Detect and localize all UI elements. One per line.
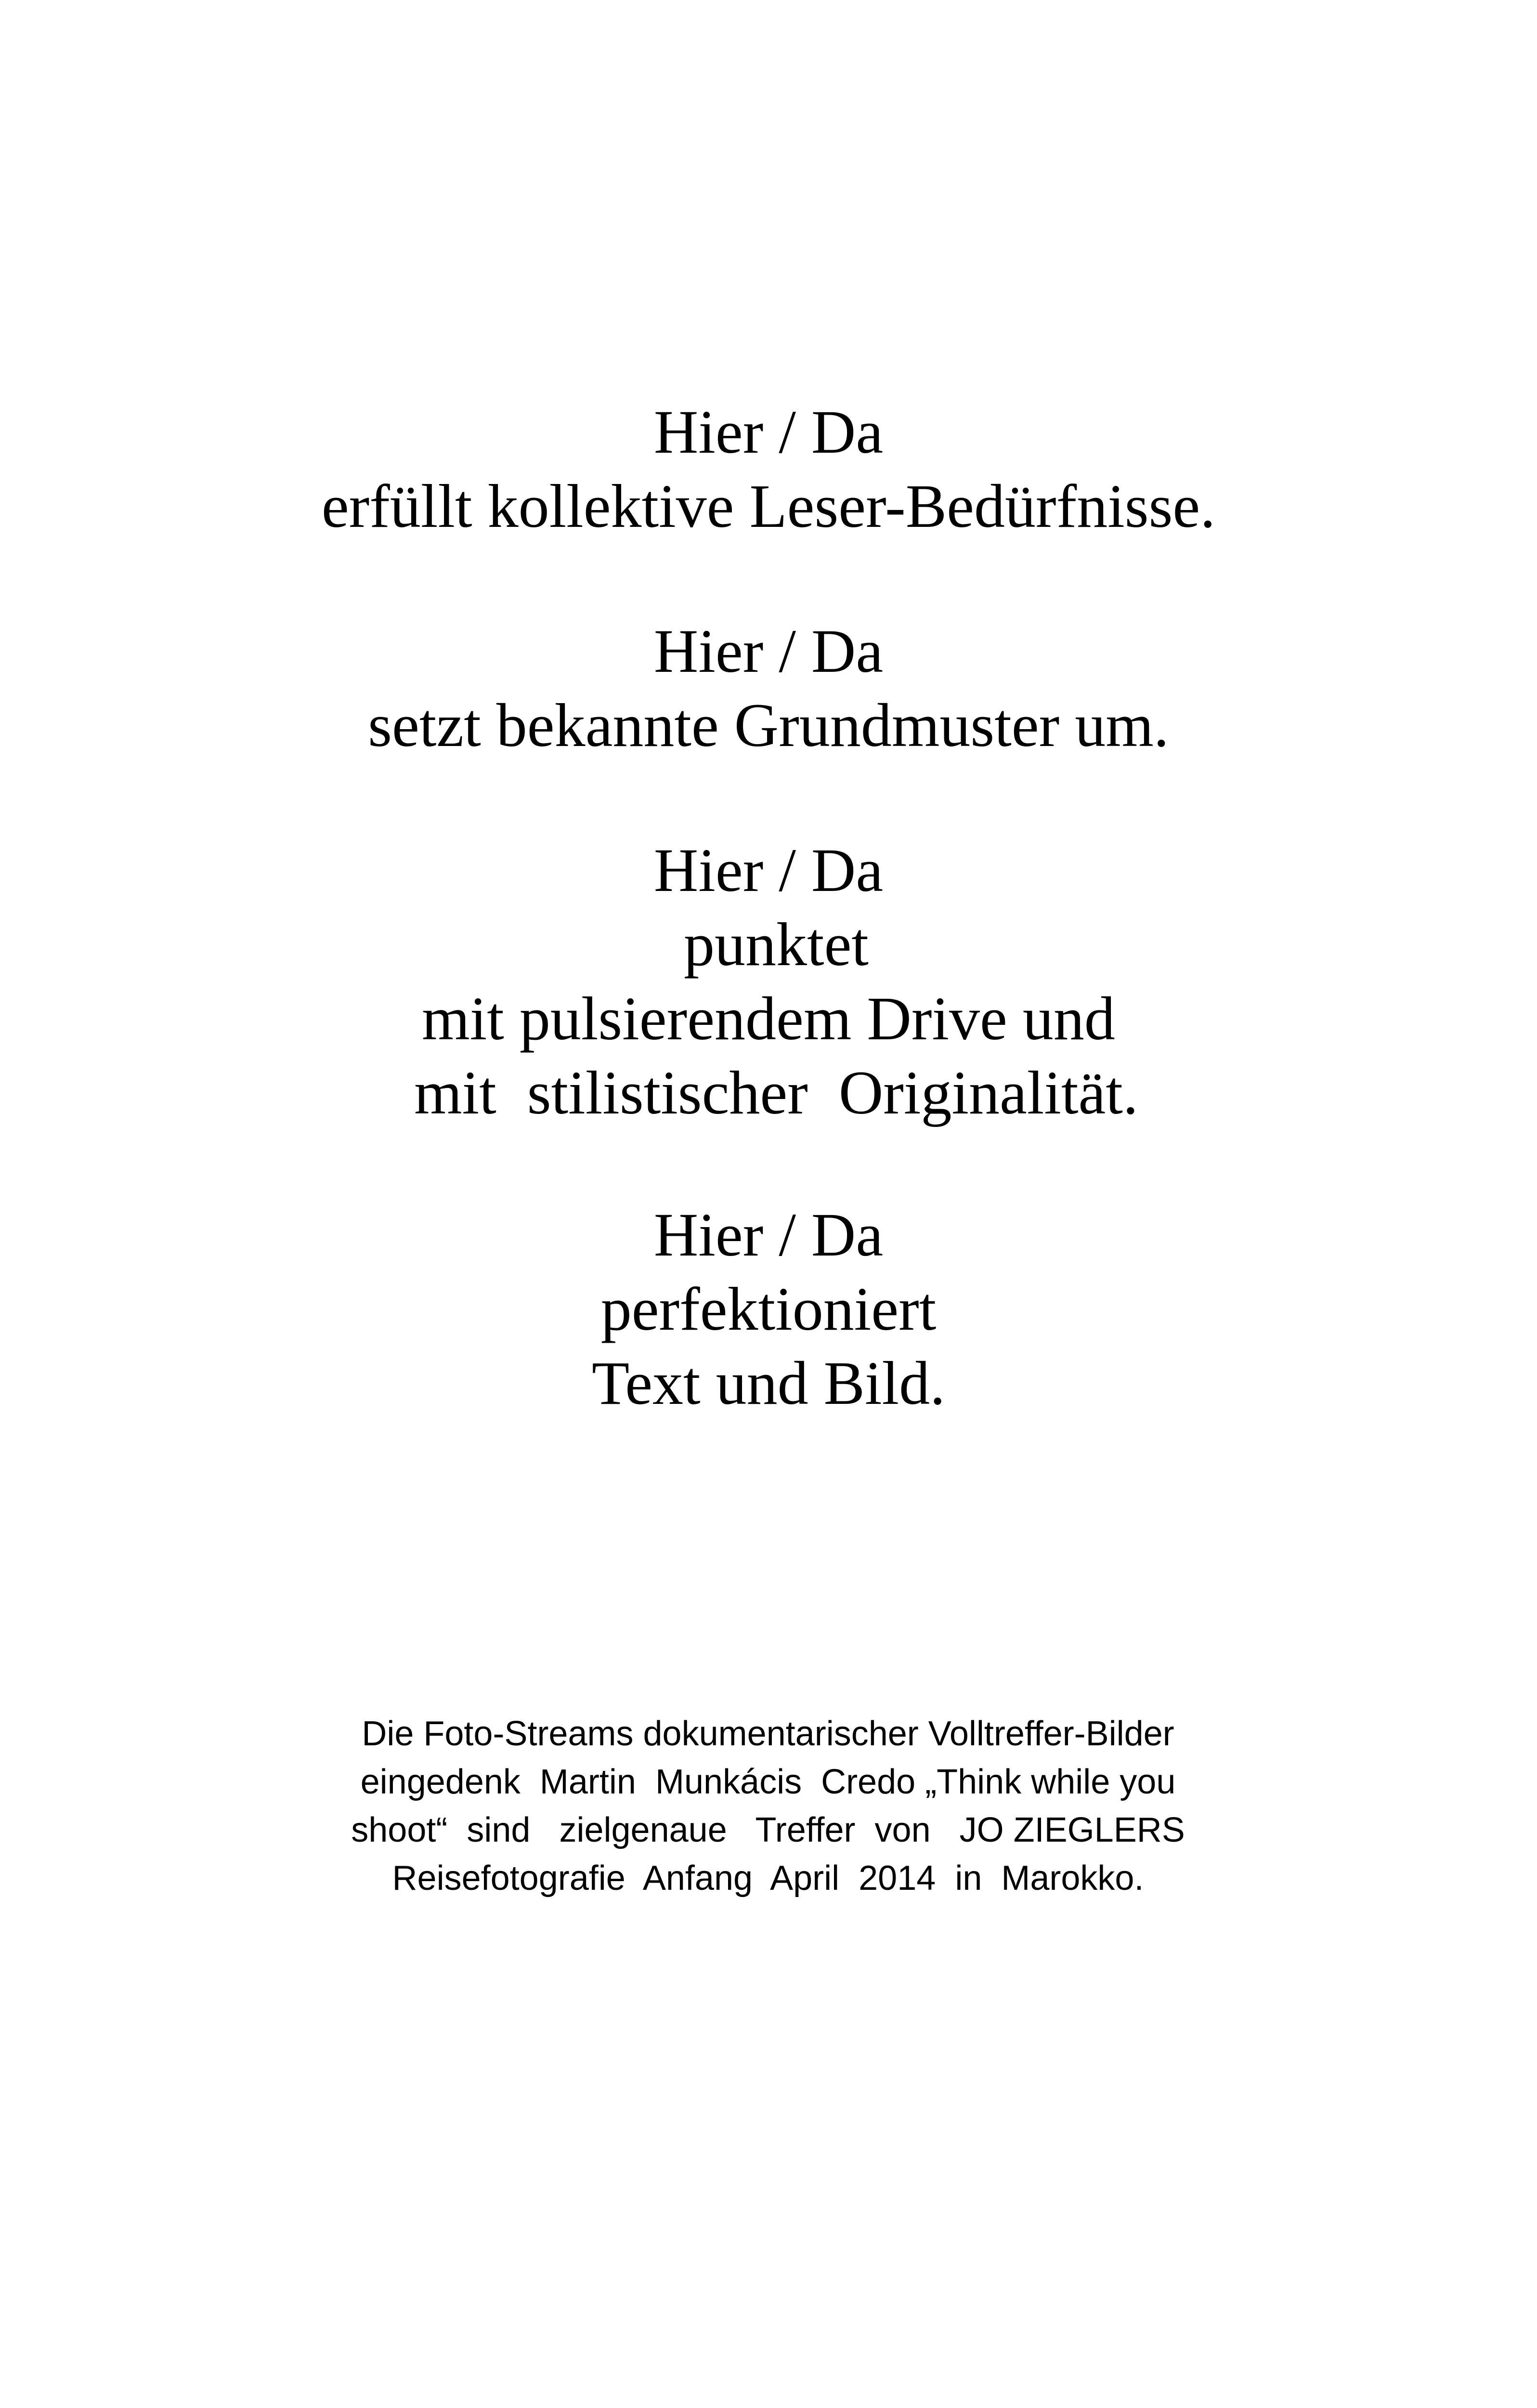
stanza-line: punktet	[668, 910, 869, 979]
caption-line: Die Foto-Streams dokumentarischer Volltreffer-Bilder	[362, 1714, 1174, 1753]
stanza-heading: Hier / Da	[653, 1201, 884, 1269]
caption-line: Reisefotografie Anfang April 2014 in Marokko.	[392, 1859, 1144, 1898]
caption-line: eingedenk Martin Munkácis Credo „Think while you	[360, 1763, 1176, 1801]
stanza-heading: Hier / Da	[653, 617, 884, 685]
stanza-line: erfüllt kollektive Leser-Bedürfnisse.	[321, 472, 1216, 540]
caption-line: shoot“ sind zielgenaue Treffer von JO ZIEGLERS	[351, 1811, 1185, 1849]
stanza-4	[0, 1198, 1537, 1420]
stanza-heading: Hier / Da	[653, 836, 884, 904]
stanza-2	[0, 614, 1537, 762]
stanza-line: setzt bekannte Grundmuster um.	[368, 691, 1169, 759]
stanza-line: mit stilistischer Originalität.	[399, 1059, 1138, 1127]
stanza-heading: Hier / Da	[653, 398, 884, 466]
stanza-3	[0, 833, 1537, 1130]
stanza-1	[0, 395, 1537, 543]
stanza-line: mit pulsierendem Drive und	[422, 984, 1115, 1053]
stanza-line: Text und Bild.	[591, 1349, 946, 1417]
stanza-line: perfektioniert	[600, 1275, 937, 1343]
photo-credit-caption	[284, 1710, 1252, 1902]
